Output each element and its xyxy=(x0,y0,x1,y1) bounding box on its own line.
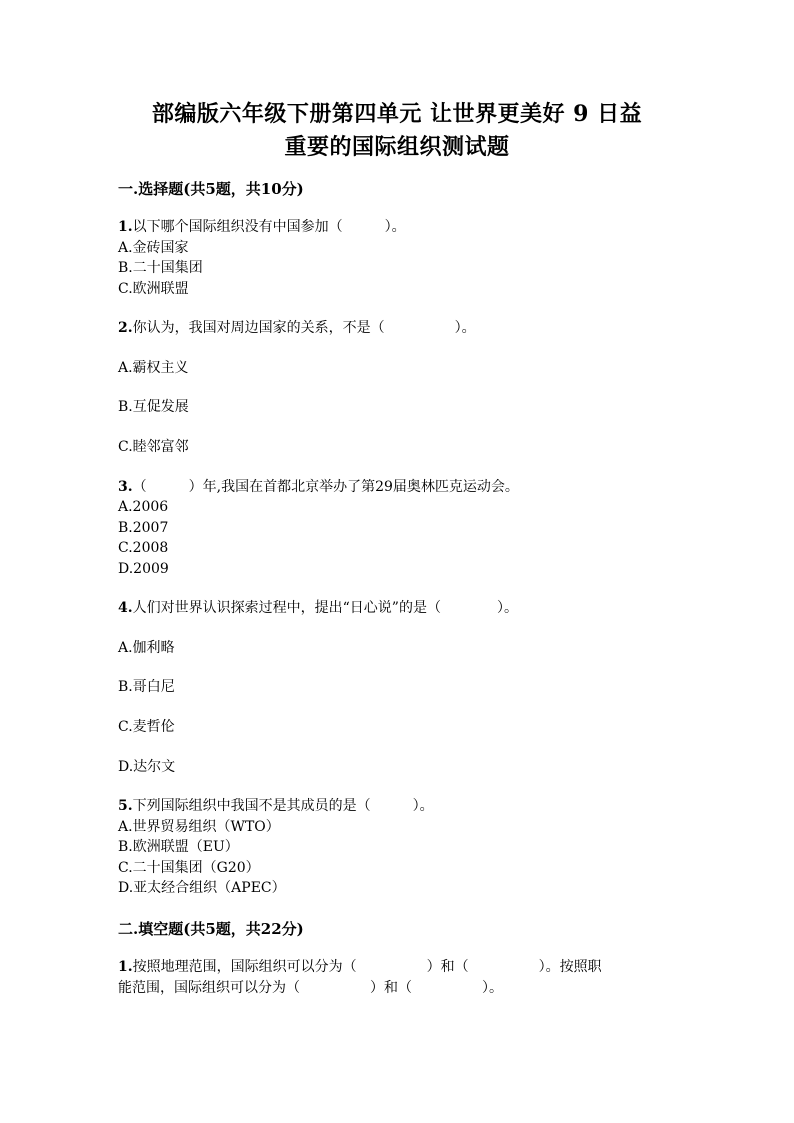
question-3 xyxy=(118,477,519,497)
question-5 xyxy=(118,796,434,816)
option: A.霸权主义 xyxy=(118,360,189,376)
option: A.伽利略 xyxy=(118,640,175,656)
section-heading-fill: 二.填空题(共5题，共22分) xyxy=(118,920,304,938)
option: D.2009 xyxy=(118,561,169,577)
option: B.欧洲联盟（EU） xyxy=(118,839,239,855)
option: A.2006 xyxy=(118,499,169,515)
question-text: 按照地理范围，国际组织可以分为（ ）和（ ）。按照职 xyxy=(132,959,602,975)
option: C.麦哲伦 xyxy=(118,719,175,735)
option: C.睦邻富邻 xyxy=(118,439,189,455)
option: D.达尔文 xyxy=(118,759,176,775)
question-number: 1. xyxy=(118,219,133,235)
title-line-1: 部编版六年级下册第四单元 让世界更美好 9 日益 xyxy=(151,101,643,127)
title-line-2: 重要的国际组织测试题 xyxy=(284,134,510,160)
question-text: 以下哪个国际组织没有中国参加（ ）。 xyxy=(132,219,406,235)
question-number: 3. xyxy=(118,479,133,495)
option: A.世界贸易组织（WTO） xyxy=(118,819,280,835)
question-text: 你认为，我国对周边国家的关系，不是（ ）。 xyxy=(132,320,476,336)
question-number: 2. xyxy=(118,320,133,336)
option: B.哥白尼 xyxy=(118,679,175,695)
question-text: （ ）年,我国在首都北京举办了第29届奥林匹克运动会。 xyxy=(132,479,519,495)
question-number: 4. xyxy=(118,600,133,616)
question-1 xyxy=(118,217,406,237)
fill-question-1 xyxy=(118,957,602,977)
option: B.二十国集团 xyxy=(118,260,203,276)
question-text: 人们对世界认识探索过程中，提出“日心说”的是（ ）。 xyxy=(132,600,518,616)
question-number: 1. xyxy=(118,959,133,975)
question-number: 5. xyxy=(118,798,133,814)
question-text: 下列国际组织中我国不是其成员的是（ ）。 xyxy=(132,798,434,814)
question-4 xyxy=(118,598,518,618)
option: B.互促发展 xyxy=(118,399,189,415)
section-heading-choice: 一.选择题(共5题，共10分) xyxy=(118,180,304,198)
question-2 xyxy=(118,318,476,338)
option: C.二十国集团（G20） xyxy=(118,860,260,876)
fill-question-1-continued: 能范围，国际组织可以分为（ ）和（ ）。 xyxy=(118,980,503,996)
option: C.欧洲联盟 xyxy=(118,281,189,297)
option: D.亚太经合组织（APEC） xyxy=(118,880,286,896)
option: C.2008 xyxy=(118,540,169,556)
option: A.金砖国家 xyxy=(118,240,189,256)
option: B.2007 xyxy=(118,520,169,536)
